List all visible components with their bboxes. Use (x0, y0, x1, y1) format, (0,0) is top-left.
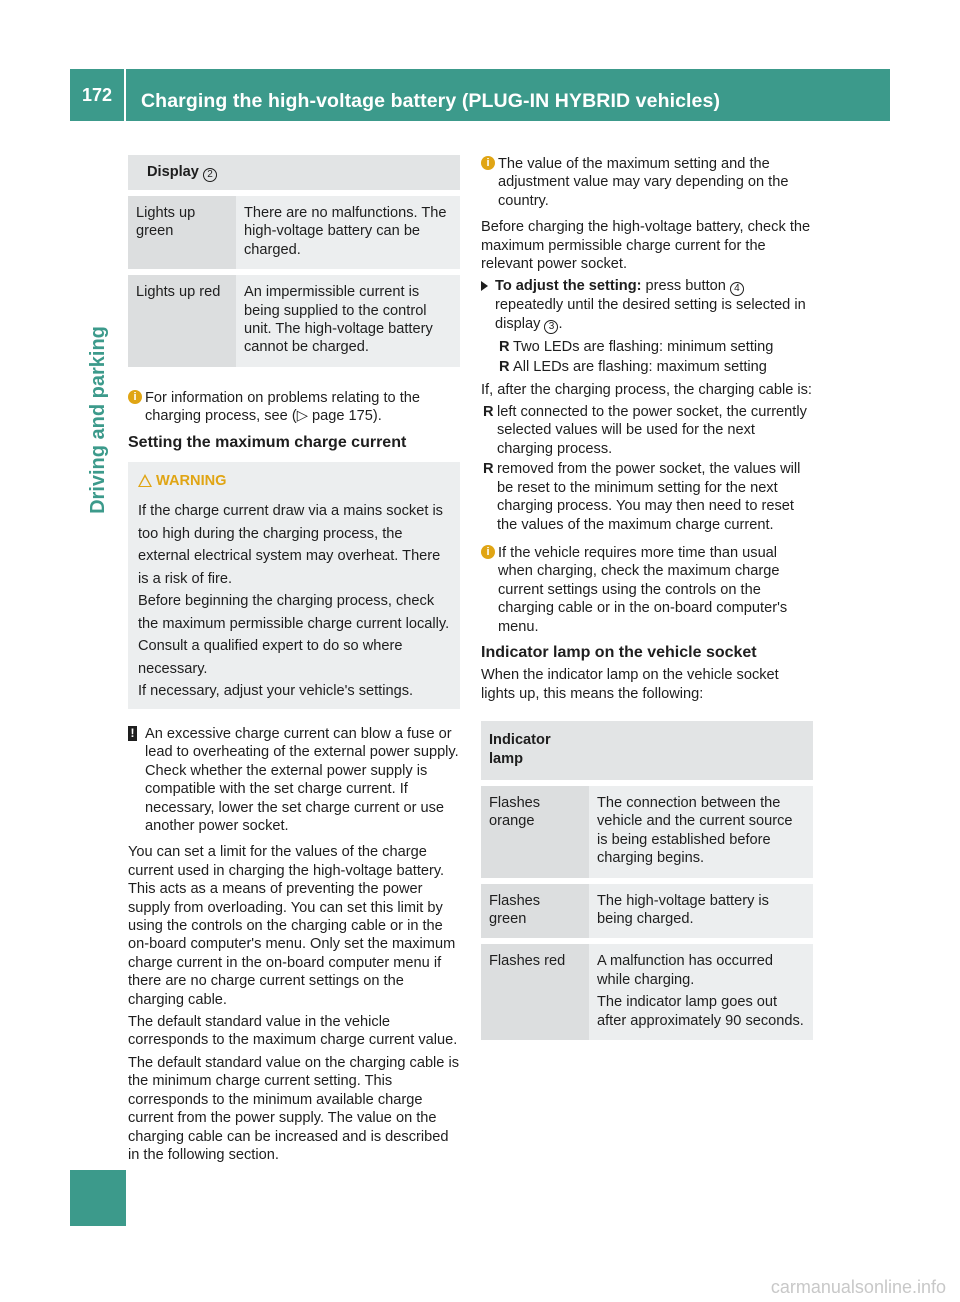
list-item (497, 358, 813, 376)
instruction-step (481, 277, 813, 333)
exclamation-icon: ! (128, 726, 137, 741)
chapter-title: Charging the high-voltage battery (PLUG-IN HYBRID vehicles) (141, 90, 721, 112)
step-label: To adjust the setting: (495, 278, 642, 295)
watermark-link[interactable]: carmanualsonline.info (770, 1276, 946, 1297)
table-header-cell (236, 155, 460, 193)
paragraph-indicator-intro: When the indicator lamp on the vehicle socket lights up, this means the following: (481, 667, 779, 702)
table-cell-meaning: An impermissible current is being supplied to the control unit. The high-voltage battery cannot be charged. (236, 272, 460, 367)
side-section-label: Driving and parking (86, 326, 109, 514)
ref-number-badge: 3 (544, 320, 558, 334)
step-results (481, 338, 813, 377)
table-header-cell: Indicator lamp (481, 721, 589, 783)
warning-paragraph: If the charge current draw via a mains socket is too high during the charging process, the external electrical system may overheat. There is a risk of fire. (138, 503, 443, 587)
page-ref-link[interactable]: page 175). (307, 408, 382, 425)
bullet-icon: R (499, 338, 510, 355)
indicator-table (481, 721, 813, 1040)
table-header-cell (589, 721, 813, 783)
caution-text: An excessive charge current can blow a fuse or lead to overheating of the external power supply. Check whether the external power supply is compatible with the set charge current. If necessary, lower the set charge current or use another power socket. (145, 725, 459, 834)
display-header-label: Display (147, 164, 199, 180)
table-header-row (128, 155, 460, 193)
display-table (128, 155, 460, 367)
section-title-max-current: Setting the maximum charge current (128, 433, 407, 451)
step-arrow-icon (481, 281, 488, 291)
table-cell-state: Flashes red (481, 941, 589, 1040)
info-note-problems (128, 389, 460, 426)
info-text-country: The value of the maximum setting and the adjustment value may vary depending on the country. (498, 156, 789, 209)
paragraph-limit: You can set a limit for the values of the charge current used in charging the high-voltage battery. This acts as a means of preventing the power supply from overloading. You can set this limit by using the controls on the charging cable or in the on-board computer's menu. Only set the maximum charge current in the on-board computer menu if there are no charge current settings on the charging cable. (128, 844, 456, 1008)
table-cell-state: Lights up red (128, 272, 236, 367)
table-row (481, 881, 813, 942)
step-text: press button (641, 278, 730, 295)
list-item-text: Two LEDs are flashing: minimum setting (513, 338, 774, 355)
info-note-country (481, 155, 813, 210)
step-text: . (558, 315, 563, 332)
side-tab-marker (70, 1170, 126, 1226)
page-ref-arrow-icon: ▷ (296, 408, 308, 425)
page-number: 172 (70, 69, 126, 121)
info-text-before: For information on problems relating to the charging process, see ( (145, 389, 420, 425)
warning-triangle-icon (138, 474, 152, 487)
table-row (128, 272, 460, 367)
table-header-row (481, 721, 813, 783)
paragraph-default-cable: The default standard value on the charging cable is the minimum charge current setting. This corresponds to the minimum available charge current from the power supply. The value on the charging cable can be increased and is described in the following section. (128, 1054, 460, 1163)
table-cell-meaning: The high-voltage battery is being charged. (589, 881, 813, 942)
warning-paragraph: Before beginning the charging process, check the maximum permissible charge current locally. Consult a qualified expert to do so where necessary. (138, 593, 450, 677)
table-cell-state: Lights up green (128, 193, 236, 272)
list-item (481, 460, 813, 534)
list-item-text: All LEDs are flashing: maximum setting (513, 359, 767, 376)
info-icon: i (128, 390, 142, 404)
info-icon: i (481, 545, 495, 559)
step-text: repeatedly until the desired setting is selected in display (495, 297, 806, 332)
list-item-text: removed from the power socket, the values will be reset to the minimum setting for the next charging process. You may then need to reset the values of the maximum charge current. (497, 461, 801, 533)
bullet-icon: R (499, 359, 510, 376)
table-cell-meaning: The connection between the vehicle and the current source is being established before charging begins. (589, 783, 813, 881)
paragraph-before-charging: Before charging the high-voltage battery, check the maximum permissible charge current for the relevant power socket. (481, 219, 811, 273)
paragraph-after: If, after the charging process, the charging cable is: (481, 381, 812, 398)
table-cell-meaning: There are no malfunctions. The high-voltage battery can be charged. (236, 193, 460, 272)
info-icon: i (481, 156, 495, 170)
table-cell-state: Flashes green (481, 881, 589, 942)
caution-note (128, 725, 460, 835)
meaning-line: The indicator lamp goes out after approximately 90 seconds. (597, 994, 804, 1029)
warning-header (138, 472, 450, 490)
table-cell-meaning (589, 941, 813, 1040)
meaning-line: A malfunction has occurred while charging. (597, 953, 774, 988)
left-column (128, 155, 460, 1168)
ref-number-badge: 2 (203, 168, 217, 182)
info-text-more-time: If the vehicle requires more time than usual when charging, check the maximum charge current settings using the controls on the charging cable or in the on-board computer's menu. (498, 544, 788, 635)
table-row (481, 783, 813, 881)
list-item (497, 338, 813, 356)
info-note-more-time (481, 544, 813, 636)
table-cell-state: Flashes orange (481, 783, 589, 881)
right-column (481, 155, 813, 1040)
warning-label: WARNING (156, 473, 227, 490)
section-title-indicator: Indicator lamp on the vehicle socket (481, 643, 757, 661)
table-row (481, 941, 813, 1040)
bullet-icon: R (483, 461, 494, 478)
list-item-text: left connected to the power socket, the currently selected values will be used for the next charging process. (497, 404, 807, 457)
table-header-cell (128, 155, 236, 193)
list-item (481, 403, 813, 458)
paragraph-default-vehicle: The default standard value in the vehicle corresponds to the maximum charge current value. (128, 1014, 458, 1049)
warning-box (128, 462, 460, 709)
warning-paragraph: If necessary, adjust your vehicle's settings. (138, 683, 414, 700)
ref-number-badge: 4 (730, 282, 744, 296)
table-row (128, 193, 460, 272)
bullet-icon: R (483, 404, 494, 421)
